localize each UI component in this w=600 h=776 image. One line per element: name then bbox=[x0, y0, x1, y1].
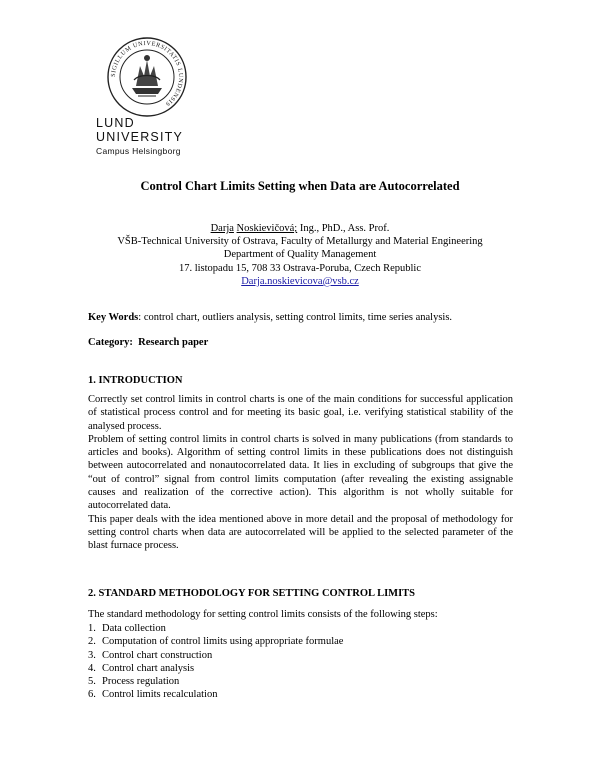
author-surname: Noskievičová; bbox=[236, 223, 298, 234]
list-item: 4. Control chart analysis bbox=[88, 662, 195, 674]
section1-paragraph: This paper deals with the idea mentioned above in more detail and the proposal of methodology for setting control charts when data are autocorrelated will be applied to the selected parameter of the blast furnace process. bbox=[88, 513, 513, 552]
section1-paragraph: Problem of setting control limits in control charts is solved in many publications (from standards to articles and books). Algorithm of setting control limits in these publications does not distinguish between autocorrelated and nonautocorrelated data. It lies in excluding of subgroups that give the “out of control” signal from control limits computation (after revealing the existing assignable causes and realization of the corrective action). This algorithm is not wholly suitable for autocorrelated data. bbox=[88, 433, 513, 512]
list-item: 3. Control chart construction bbox=[88, 649, 213, 661]
list-item: 2. Computation of control limits using appropriate formulae bbox=[88, 636, 344, 648]
author-department: Department of Quality Management bbox=[223, 249, 377, 261]
section2-intro: The standard methodology for setting control limits consists of the following steps: bbox=[88, 609, 438, 620]
section1-paragraph: Correctly set control limits in control charts is one of the main conditions for successful application of statistical process control and for meeting its basic goal, i.e. verifying statistical stability of the analysed process. bbox=[88, 394, 513, 432]
campus-name: Campus Helsingborg bbox=[96, 146, 181, 156]
author-line bbox=[0, 222, 600, 235]
author-email-link[interactable]: Darja.noskievicova@vsb.cz bbox=[241, 275, 359, 287]
university-line1: LUND bbox=[96, 116, 135, 130]
university-name bbox=[96, 116, 183, 144]
seal-text: SIGILLUM UNIVERSITATIS LUNDENSIS bbox=[109, 39, 185, 108]
section1-body bbox=[88, 393, 513, 553]
category-label: Category: bbox=[88, 337, 133, 348]
steps-list bbox=[88, 622, 513, 702]
list-item: 5. Process regulation bbox=[88, 676, 180, 688]
keywords-text: : control chart, outliers analysis, setting control limits, time series analysis. bbox=[138, 312, 453, 323]
section1-heading: 1. INTRODUCTION bbox=[88, 375, 183, 386]
university-line2: UNIVERSITY bbox=[96, 130, 184, 144]
keywords bbox=[88, 311, 513, 324]
paper-title: Control Chart Limits Setting when Data are Autocorrelated bbox=[140, 179, 460, 193]
author-first-name: Darja bbox=[210, 223, 234, 234]
keywords-label: Key Words bbox=[88, 312, 139, 323]
author-address: 17. listopadu 15, 708 33 Ostrava-Poruba, Czech Republic bbox=[178, 262, 422, 274]
author-degrees: Ing., PhD., Ass. Prof. bbox=[297, 223, 390, 234]
lund-seal-icon bbox=[106, 36, 188, 118]
author-block bbox=[0, 222, 600, 288]
section2-heading: 2. STANDARD METHODOLOGY FOR SETTING CONTROL LIMITS bbox=[88, 588, 416, 599]
author-affiliation: VŠB-Technical University of Ostrava, Faculty of Metallurgy and Material Engineering bbox=[117, 236, 483, 248]
list-item: 1. Data collection bbox=[88, 623, 166, 634]
category bbox=[88, 336, 513, 349]
category-value: Research paper bbox=[138, 337, 209, 348]
list-item: 6. Control limits recalculation bbox=[88, 689, 218, 701]
